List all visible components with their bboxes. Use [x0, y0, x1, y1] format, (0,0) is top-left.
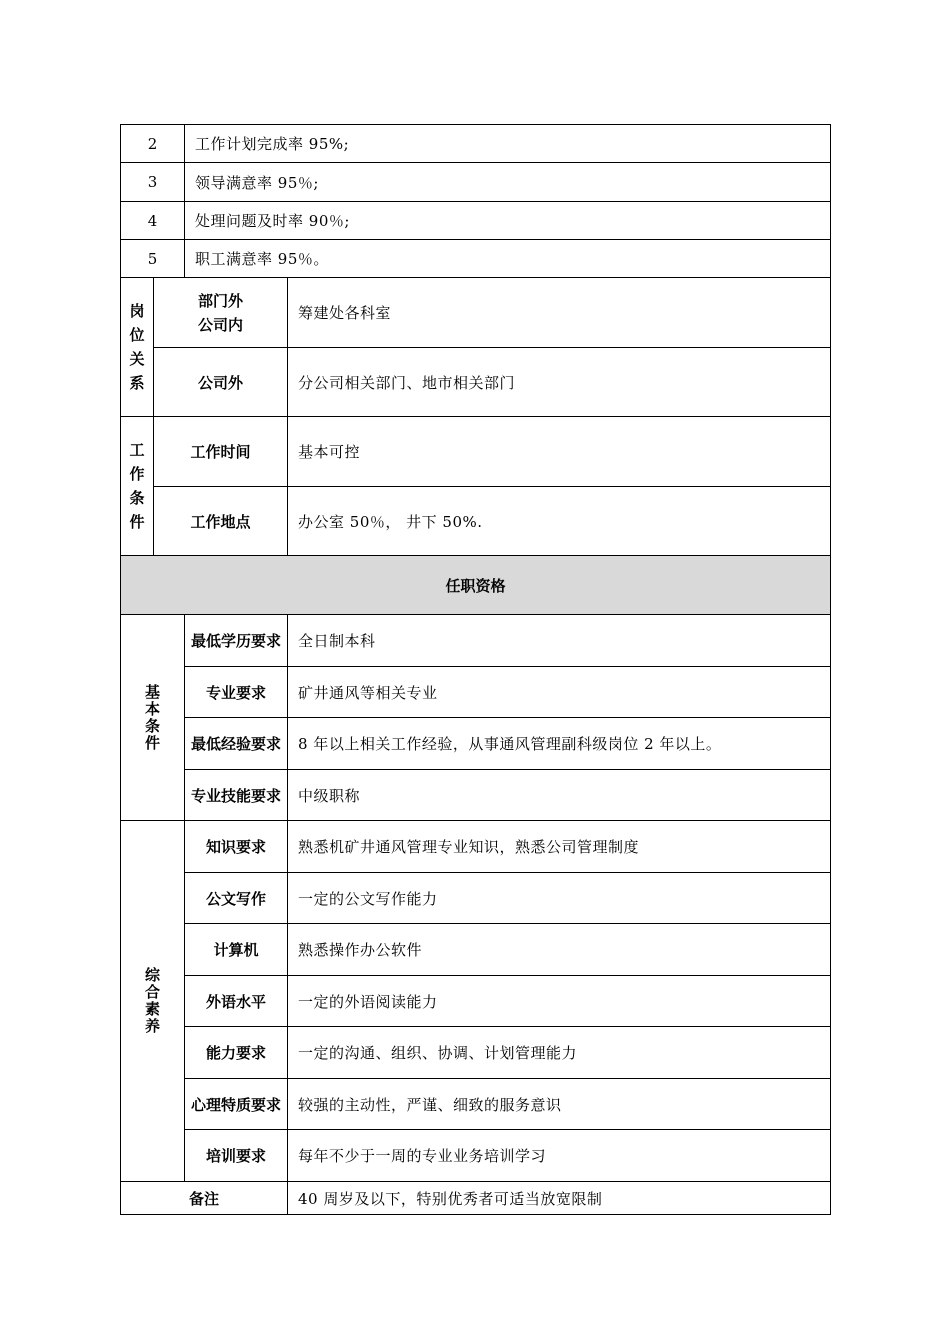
basic-group-label: 基本条件 [121, 615, 185, 821]
comprehensive-group-label: 综合素养 [121, 821, 185, 1182]
relation-value: 筹建处各科室 [288, 278, 831, 348]
comprehensive-row [121, 1079, 831, 1130]
remark-row [121, 1182, 831, 1215]
basic-value: 8 年以上相关工作经验，从事通风管理副科级岗位 2 年以上。 [288, 718, 831, 770]
kpi-number: 3 [121, 163, 185, 202]
comprehensive-row [121, 821, 831, 873]
basic-value: 中级职称 [288, 770, 831, 821]
relations-group-label: 岗位关系 [121, 278, 154, 417]
condition-value: 基本可控 [288, 417, 831, 487]
remark-label: 备注 [121, 1182, 288, 1215]
kpi-number: 2 [121, 125, 185, 163]
comprehensive-row [121, 1027, 831, 1079]
relation-label: 公司外 [154, 348, 288, 417]
condition-label: 工作地点 [154, 487, 288, 556]
comprehensive-value: 每年不少于一周的专业业务培训学习 [288, 1130, 831, 1182]
comprehensive-value: 较强的主动性，严谨、细致的服务意识 [288, 1079, 831, 1130]
basic-value: 全日制本科 [288, 615, 831, 667]
kpi-text: 处理问题及时率 90％; [185, 202, 831, 240]
comprehensive-label: 外语水平 [185, 976, 288, 1027]
comprehensive-value: 一定的外语阅读能力 [288, 976, 831, 1027]
condition-value: 办公室 50％， 井下 50%. [288, 487, 831, 556]
kpi-text: 职工满意率 95％。 [185, 240, 831, 278]
basic-row [121, 615, 831, 667]
relation-value: 分公司相关部门、地市相关部门 [288, 348, 831, 417]
comprehensive-label: 培训要求 [185, 1130, 288, 1182]
kpi-text: 工作计划完成率 95%; [185, 125, 831, 163]
comprehensive-value: 一定的沟通、组织、协调、计划管理能力 [288, 1027, 831, 1079]
basic-row [121, 770, 831, 821]
condition-label: 工作时间 [154, 417, 288, 487]
comprehensive-value: 熟悉操作办公软件 [288, 924, 831, 976]
relation-row [121, 278, 831, 348]
basic-value: 矿井通风等相关专业 [288, 667, 831, 718]
condition-row [121, 417, 831, 487]
kpi-row [121, 240, 831, 278]
kpi-row [121, 163, 831, 202]
comprehensive-row [121, 873, 831, 924]
kpi-text: 领导满意率 95％; [185, 163, 831, 202]
comprehensive-label: 公文写作 [185, 873, 288, 924]
conditions-group-label: 工作条件 [121, 417, 154, 556]
kpi-number: 4 [121, 202, 185, 240]
relation-row [121, 348, 831, 417]
section-header-row [121, 556, 831, 615]
comprehensive-value: 一定的公文写作能力 [288, 873, 831, 924]
comprehensive-value: 熟悉机矿井通风管理专业知识，熟悉公司管理制度 [288, 821, 831, 873]
relation-label: 部门外 公司内 [154, 278, 288, 348]
comprehensive-row [121, 976, 831, 1027]
comprehensive-row [121, 1130, 831, 1182]
kpi-row [121, 202, 831, 240]
remark-value: 40 周岁及以下，特别优秀者可适当放宽限制 [288, 1182, 831, 1215]
comprehensive-label: 计算机 [185, 924, 288, 976]
comprehensive-row [121, 924, 831, 976]
basic-row [121, 667, 831, 718]
basic-label: 最低学历要求 [185, 615, 288, 667]
basic-label: 最低经验要求 [185, 718, 288, 770]
basic-label: 专业技能要求 [185, 770, 288, 821]
condition-row [121, 487, 831, 556]
comprehensive-label: 能力要求 [185, 1027, 288, 1079]
basic-row [121, 718, 831, 770]
comprehensive-label: 心理特质要求 [185, 1079, 288, 1130]
kpi-number: 5 [121, 240, 185, 278]
comprehensive-label: 知识要求 [185, 821, 288, 873]
job-description-table [120, 124, 831, 1215]
kpi-row [121, 125, 831, 163]
basic-label: 专业要求 [185, 667, 288, 718]
qualification-header: 任职资格 [121, 556, 831, 615]
